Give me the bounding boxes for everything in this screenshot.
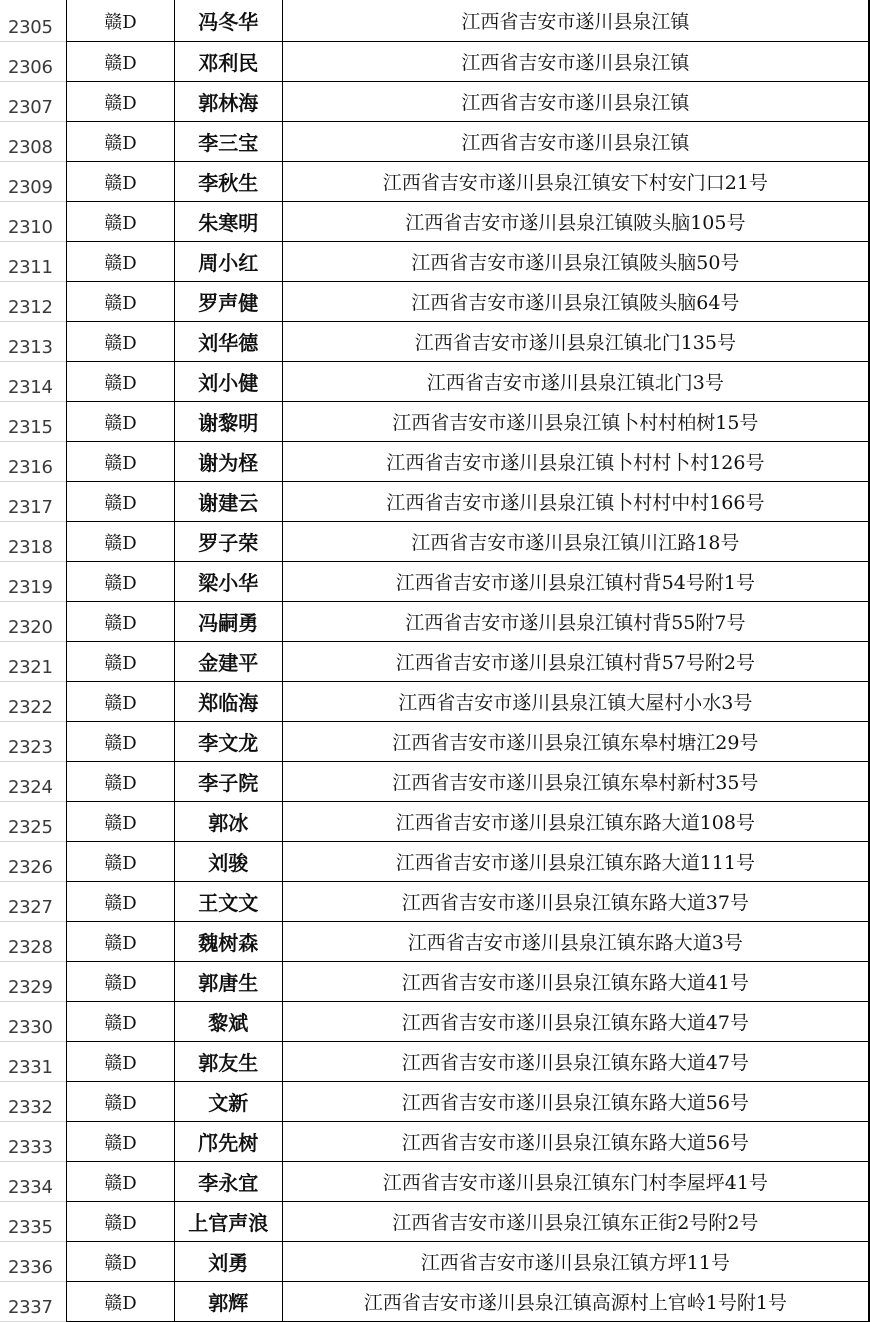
row-number[interactable]: 2326 <box>0 842 66 882</box>
table-row <box>66 482 870 522</box>
plate-prefix-cell[interactable]: 赣D <box>66 1002 174 1041</box>
address-cell[interactable]: 江西省吉安市遂川县泉江镇东路大道41号 <box>282 962 869 1001</box>
row-number[interactable]: 2330 <box>0 1002 66 1042</box>
plate-prefix-cell[interactable]: 赣D <box>66 882 174 921</box>
table-row <box>66 842 870 882</box>
table-row <box>66 722 870 762</box>
table-row <box>66 962 870 1002</box>
plate-prefix-cell[interactable]: 赣D <box>66 1122 174 1161</box>
name-cell[interactable]: 郭友生 <box>174 1042 282 1081</box>
row-number[interactable]: 2307 <box>0 82 66 122</box>
row-number[interactable]: 2325 <box>0 802 66 842</box>
address-cell[interactable]: 江西省吉安市遂川县泉江镇北门135号 <box>282 322 869 361</box>
address-cell[interactable]: 江西省吉安市遂川县泉江镇村背55附7号 <box>282 602 869 641</box>
name-cell[interactable]: 王文文 <box>174 882 282 921</box>
row-number[interactable]: 2315 <box>0 402 66 442</box>
table-row <box>66 442 870 482</box>
table-row <box>66 322 870 362</box>
name-cell[interactable]: 罗子荣 <box>174 522 282 561</box>
table-row <box>66 802 870 842</box>
name-cell[interactable]: 黎斌 <box>174 1002 282 1041</box>
address-cell[interactable]: 江西省吉安市遂川县泉江镇东路大道108号 <box>282 802 869 841</box>
plate-prefix-cell[interactable]: 赣D <box>66 722 174 761</box>
name-cell[interactable]: 郭冰 <box>174 802 282 841</box>
row-number[interactable]: 2311 <box>0 242 66 282</box>
row-number[interactable]: 2334 <box>0 1162 66 1202</box>
address-cell[interactable]: 江西省吉安市遂川县泉江镇村背57号附2号 <box>282 642 869 681</box>
address-cell[interactable]: 江西省吉安市遂川县泉江镇东正街2号附2号 <box>282 1202 869 1241</box>
plate-prefix-cell[interactable]: 赣D <box>66 762 174 801</box>
address-cell[interactable]: 江西省吉安市遂川县泉江镇 <box>282 82 869 121</box>
plate-prefix-cell[interactable]: 赣D <box>66 962 174 1001</box>
plate-prefix-cell[interactable]: 赣D <box>66 602 174 641</box>
name-cell[interactable]: 金建平 <box>174 642 282 681</box>
row-number[interactable]: 2327 <box>0 882 66 922</box>
row-number[interactable]: 2323 <box>0 722 66 762</box>
address-cell[interactable]: 江西省吉安市遂川县泉江镇卜村村卜村126号 <box>282 442 869 481</box>
plate-prefix-cell[interactable]: 赣D <box>66 42 174 81</box>
name-cell[interactable]: 郑临海 <box>174 682 282 721</box>
row-number[interactable]: 2314 <box>0 362 66 402</box>
plate-prefix-cell[interactable]: 赣D <box>66 1242 174 1281</box>
table-row <box>66 162 870 202</box>
plate-prefix-cell[interactable]: 赣D <box>66 1282 174 1321</box>
table-row <box>66 562 870 602</box>
table-row <box>66 242 870 282</box>
name-cell[interactable]: 朱寒明 <box>174 202 282 241</box>
address-cell[interactable]: 江西省吉安市遂川县泉江镇东路大道37号 <box>282 882 869 921</box>
name-cell[interactable]: 冯冬华 <box>174 0 282 41</box>
plate-prefix-cell[interactable]: 赣D <box>66 1042 174 1081</box>
address-cell[interactable]: 江西省吉安市遂川县泉江镇东路大道56号 <box>282 1082 869 1121</box>
plate-prefix-cell[interactable]: 赣D <box>66 922 174 961</box>
plate-prefix-cell[interactable]: 赣D <box>66 0 174 41</box>
table-row <box>66 642 870 682</box>
address-cell[interactable]: 江西省吉安市遂川县泉江镇安下村安门口21号 <box>282 162 869 201</box>
row-number[interactable]: 2318 <box>0 522 66 562</box>
address-cell[interactable]: 江西省吉安市遂川县泉江镇东路大道56号 <box>282 1122 869 1161</box>
plate-prefix-cell[interactable]: 赣D <box>66 522 174 561</box>
address-cell[interactable]: 江西省吉安市遂川县泉江镇 <box>282 42 869 81</box>
name-cell[interactable]: 李永宜 <box>174 1162 282 1201</box>
row-number[interactable]: 2321 <box>0 642 66 682</box>
plate-prefix-cell[interactable]: 赣D <box>66 202 174 241</box>
address-cell[interactable]: 江西省吉安市遂川县泉江镇东路大道47号 <box>282 1042 869 1081</box>
address-cell[interactable]: 江西省吉安市遂川县泉江镇卜村村中村166号 <box>282 482 869 521</box>
address-cell[interactable]: 江西省吉安市遂川县泉江镇东皋村塘江29号 <box>282 722 869 761</box>
plate-prefix-cell[interactable]: 赣D <box>66 362 174 401</box>
plate-prefix-cell[interactable]: 赣D <box>66 1162 174 1201</box>
name-cell[interactable]: 周小红 <box>174 242 282 281</box>
row-number[interactable]: 2312 <box>0 282 66 322</box>
row-number[interactable]: 2335 <box>0 1202 66 1242</box>
name-cell[interactable]: 刘华德 <box>174 322 282 361</box>
table-row <box>66 602 870 642</box>
address-cell[interactable]: 江西省吉安市遂川县泉江镇 <box>282 122 869 161</box>
name-cell[interactable]: 上官声浪 <box>174 1202 282 1241</box>
address-cell[interactable]: 江西省吉安市遂川县泉江镇方坪11号 <box>282 1242 869 1281</box>
plate-prefix-cell[interactable]: 赣D <box>66 82 174 121</box>
row-number[interactable]: 2333 <box>0 1122 66 1162</box>
name-cell[interactable]: 文新 <box>174 1082 282 1121</box>
row-number[interactable]: 2305 <box>0 0 66 42</box>
row-number[interactable]: 2310 <box>0 202 66 242</box>
row-number[interactable]: 2306 <box>0 42 66 82</box>
plate-prefix-cell[interactable]: 赣D <box>66 242 174 281</box>
row-number[interactable]: 2336 <box>0 1242 66 1282</box>
name-cell[interactable]: 刘骏 <box>174 842 282 881</box>
name-cell[interactable]: 郭辉 <box>174 1282 282 1321</box>
name-cell[interactable]: 郭唐生 <box>174 962 282 1001</box>
plate-prefix-cell[interactable]: 赣D <box>66 842 174 881</box>
plate-prefix-cell[interactable]: 赣D <box>66 322 174 361</box>
table-row <box>66 1002 870 1042</box>
plate-prefix-cell[interactable]: 赣D <box>66 122 174 161</box>
plate-prefix-cell[interactable]: 赣D <box>66 802 174 841</box>
table-row <box>66 682 870 722</box>
name-cell[interactable]: 郭林海 <box>174 82 282 121</box>
table-row <box>66 1242 870 1282</box>
table-row <box>66 1282 870 1322</box>
name-cell[interactable]: 李子院 <box>174 762 282 801</box>
row-number[interactable]: 2337 <box>0 1282 66 1322</box>
table-row <box>66 762 870 802</box>
table-row <box>66 402 870 442</box>
address-cell[interactable]: 江西省吉安市遂川县泉江镇村背54号附1号 <box>282 562 869 601</box>
name-cell[interactable]: 刘勇 <box>174 1242 282 1281</box>
name-cell[interactable]: 李文龙 <box>174 722 282 761</box>
plate-prefix-cell[interactable]: 赣D <box>66 442 174 481</box>
row-number[interactable]: 2309 <box>0 162 66 202</box>
plate-prefix-cell[interactable]: 赣D <box>66 482 174 521</box>
address-cell[interactable]: 江西省吉安市遂川县泉江镇陂头脑64号 <box>282 282 869 321</box>
table-row <box>66 1042 870 1082</box>
plate-prefix-cell[interactable]: 赣D <box>66 1082 174 1121</box>
plate-prefix-cell[interactable]: 赣D <box>66 642 174 681</box>
row-number[interactable]: 2316 <box>0 442 66 482</box>
row-number[interactable]: 2331 <box>0 1042 66 1082</box>
row-number[interactable]: 2317 <box>0 482 66 522</box>
name-cell[interactable]: 谢建云 <box>174 482 282 521</box>
row-number[interactable]: 2332 <box>0 1082 66 1122</box>
address-cell[interactable]: 江西省吉安市遂川县泉江镇陂头脑105号 <box>282 202 869 241</box>
address-cell[interactable]: 江西省吉安市遂川县泉江镇东路大道47号 <box>282 1002 869 1041</box>
name-cell[interactable]: 邓利民 <box>174 42 282 81</box>
name-cell[interactable]: 谢黎明 <box>174 402 282 441</box>
address-cell[interactable]: 江西省吉安市遂川县泉江镇大屋村小水3号 <box>282 682 869 721</box>
table-row <box>66 1122 870 1162</box>
plate-prefix-cell[interactable]: 赣D <box>66 562 174 601</box>
address-cell[interactable]: 江西省吉安市遂川县泉江镇川江路18号 <box>282 522 869 561</box>
plate-prefix-cell[interactable]: 赣D <box>66 162 174 201</box>
address-cell[interactable]: 江西省吉安市遂川县泉江镇东皋村新村35号 <box>282 762 869 801</box>
row-number[interactable]: 2322 <box>0 682 66 722</box>
name-cell[interactable]: 李三宝 <box>174 122 282 161</box>
row-number[interactable]: 2329 <box>0 962 66 1002</box>
table-row <box>66 1202 870 1242</box>
address-cell[interactable]: 江西省吉安市遂川县泉江镇卜村村柏树15号 <box>282 402 869 441</box>
row-number[interactable]: 2324 <box>0 762 66 802</box>
row-number[interactable]: 2328 <box>0 922 66 962</box>
row-number[interactable]: 2319 <box>0 562 66 602</box>
address-cell[interactable]: 江西省吉安市遂川县泉江镇东门村李屋坪41号 <box>282 1162 869 1201</box>
table-row <box>66 1162 870 1202</box>
plate-prefix-cell[interactable]: 赣D <box>66 1202 174 1241</box>
table-row <box>66 282 870 322</box>
table-row <box>66 0 870 42</box>
table-row <box>66 122 870 162</box>
name-cell[interactable]: 魏树森 <box>174 922 282 961</box>
address-cell[interactable]: 江西省吉安市遂川县泉江镇东路大道3号 <box>282 922 869 961</box>
address-cell[interactable]: 江西省吉安市遂川县泉江镇北门3号 <box>282 362 869 401</box>
name-cell[interactable]: 冯嗣勇 <box>174 602 282 641</box>
row-number[interactable]: 2320 <box>0 602 66 642</box>
plate-prefix-cell[interactable]: 赣D <box>66 402 174 441</box>
name-cell[interactable]: 罗声健 <box>174 282 282 321</box>
table-row <box>66 42 870 82</box>
table-row <box>66 362 870 402</box>
name-cell[interactable]: 邝先树 <box>174 1122 282 1161</box>
name-cell[interactable]: 李秋生 <box>174 162 282 201</box>
data-grid <box>66 0 870 1322</box>
name-cell[interactable]: 刘小健 <box>174 362 282 401</box>
table-row <box>66 1082 870 1122</box>
table-row <box>66 82 870 122</box>
row-number[interactable]: 2308 <box>0 122 66 162</box>
table-row <box>66 882 870 922</box>
table-row <box>66 922 870 962</box>
address-cell[interactable]: 江西省吉安市遂川县泉江镇陂头脑50号 <box>282 242 869 281</box>
address-cell[interactable]: 江西省吉安市遂川县泉江镇高源村上官岭1号附1号 <box>282 1282 869 1321</box>
row-number[interactable]: 2313 <box>0 322 66 362</box>
table-row <box>66 202 870 242</box>
address-cell[interactable]: 江西省吉安市遂川县泉江镇 <box>282 0 869 41</box>
row-header-column <box>0 0 67 1322</box>
name-cell[interactable]: 梁小华 <box>174 562 282 601</box>
plate-prefix-cell[interactable]: 赣D <box>66 282 174 321</box>
table-row <box>66 522 870 562</box>
name-cell[interactable]: 谢为柽 <box>174 442 282 481</box>
plate-prefix-cell[interactable]: 赣D <box>66 682 174 721</box>
address-cell[interactable]: 江西省吉安市遂川县泉江镇东路大道111号 <box>282 842 869 881</box>
